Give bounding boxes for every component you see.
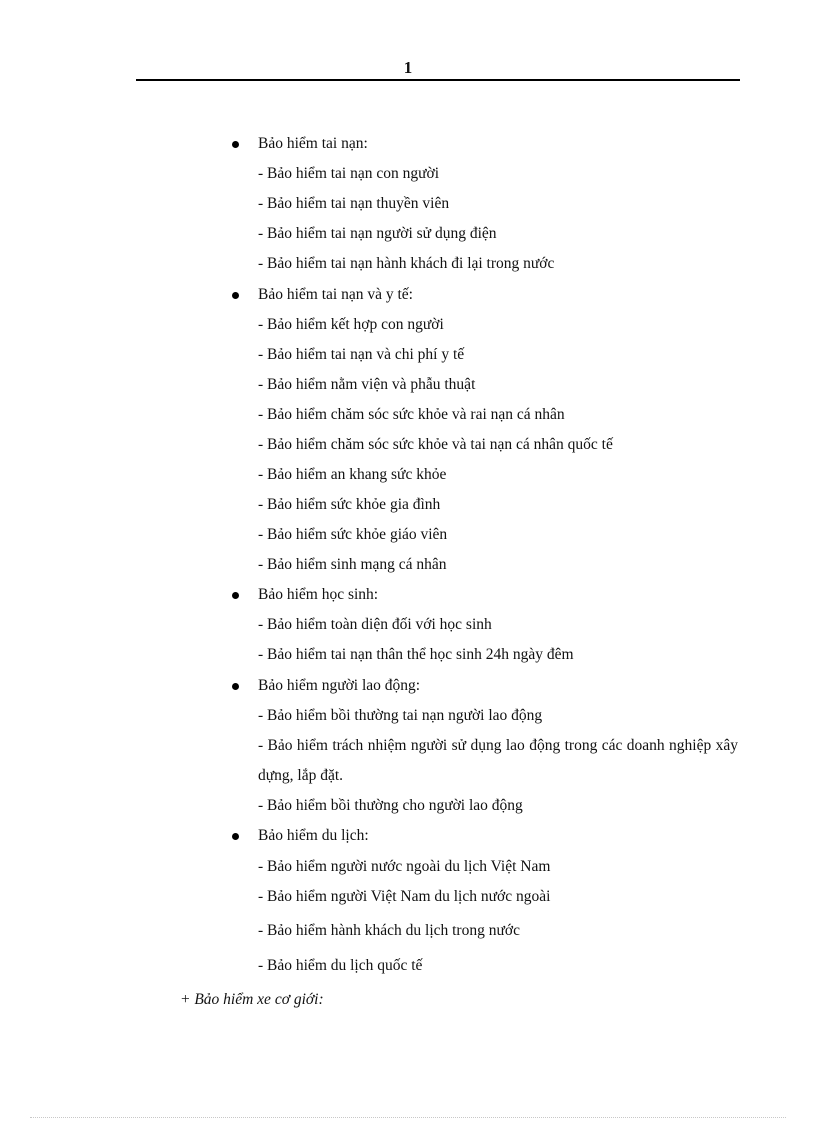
list-item: - Bảo hiểm chăm sóc sức khỏe và tai nạn cá nhân quốc tế bbox=[258, 436, 613, 453]
bullet-icon bbox=[232, 833, 239, 840]
bullet-icon bbox=[232, 292, 239, 299]
bullet-icon bbox=[232, 683, 239, 690]
list-item: - Bảo hiểm tai nạn hành khách đi lại trong nước bbox=[258, 255, 555, 272]
next-section-heading: + Bảo hiểm xe cơ giới: bbox=[180, 991, 324, 1008]
page-bottom-border bbox=[30, 1117, 786, 1118]
list-item: - Bảo hiểm bồi thường tai nạn người lao động bbox=[258, 707, 543, 724]
bullet-icon bbox=[232, 592, 239, 599]
bullet-heading-text: Bảo hiểm tai nạn: bbox=[258, 135, 368, 152]
header-rule bbox=[136, 79, 740, 81]
list-item: - Bảo hiểm an khang sức khỏe bbox=[258, 466, 447, 483]
list-item: - Bảo hiểm sức khỏe giáo viên bbox=[258, 526, 448, 543]
list-item: - Bảo hiểm du lịch quốc tế bbox=[258, 957, 423, 974]
list-item: - Bảo hiểm bồi thường cho người lao động bbox=[258, 797, 523, 814]
list-item: - Bảo hiểm người Việt Nam du lịch nước ngoài bbox=[258, 888, 551, 905]
list-item: - Bảo hiểm tai nạn thuyền viên bbox=[258, 195, 450, 212]
list-item: - Bảo hiểm hành khách du lịch trong nước bbox=[258, 922, 520, 939]
list-item: - Bảo hiểm người nước ngoài du lịch Việt Nam bbox=[258, 858, 551, 875]
bullet-heading-text: Bảo hiểm du lịch: bbox=[258, 827, 369, 844]
list-item: - Bảo hiểm nằm viện và phẫu thuật bbox=[258, 376, 476, 393]
list-item: - Bảo hiểm kết hợp con người bbox=[258, 316, 444, 333]
bullet-icon bbox=[232, 141, 239, 148]
list-item: - Bảo hiểm tai nạn người sử dụng điện bbox=[258, 225, 497, 242]
bullet-heading-text: Bảo hiểm tai nạn và y tế: bbox=[258, 286, 413, 303]
bullet-heading-text: Bảo hiểm người lao động: bbox=[258, 677, 421, 694]
list-item: - Bảo hiểm tai nạn con người bbox=[258, 165, 440, 182]
list-item: - Bảo hiểm chăm sóc sức khỏe và rai nạn cá nhân bbox=[258, 406, 565, 423]
list-item: - Bảo hiểm sinh mạng cá nhân bbox=[258, 556, 447, 573]
page-number: 1 bbox=[403, 58, 413, 77]
bullet-heading-text: Bảo hiểm học sinh: bbox=[258, 586, 379, 603]
list-item-wrapped: - Bảo hiểm trách nhiệm người sử dụng lao động trong các doanh nghiệp xây dựng, lắp đặt. bbox=[258, 737, 738, 784]
list-item: - Bảo hiểm tai nạn thân thể học sinh 24h ngày đêm bbox=[258, 646, 574, 663]
list-item: - Bảo hiểm sức khỏe gia đình bbox=[258, 496, 441, 513]
list-item: - Bảo hiểm toàn diện đối với học sinh bbox=[258, 616, 492, 633]
list-item: - Bảo hiểm tai nạn và chi phí y tế bbox=[258, 346, 465, 363]
